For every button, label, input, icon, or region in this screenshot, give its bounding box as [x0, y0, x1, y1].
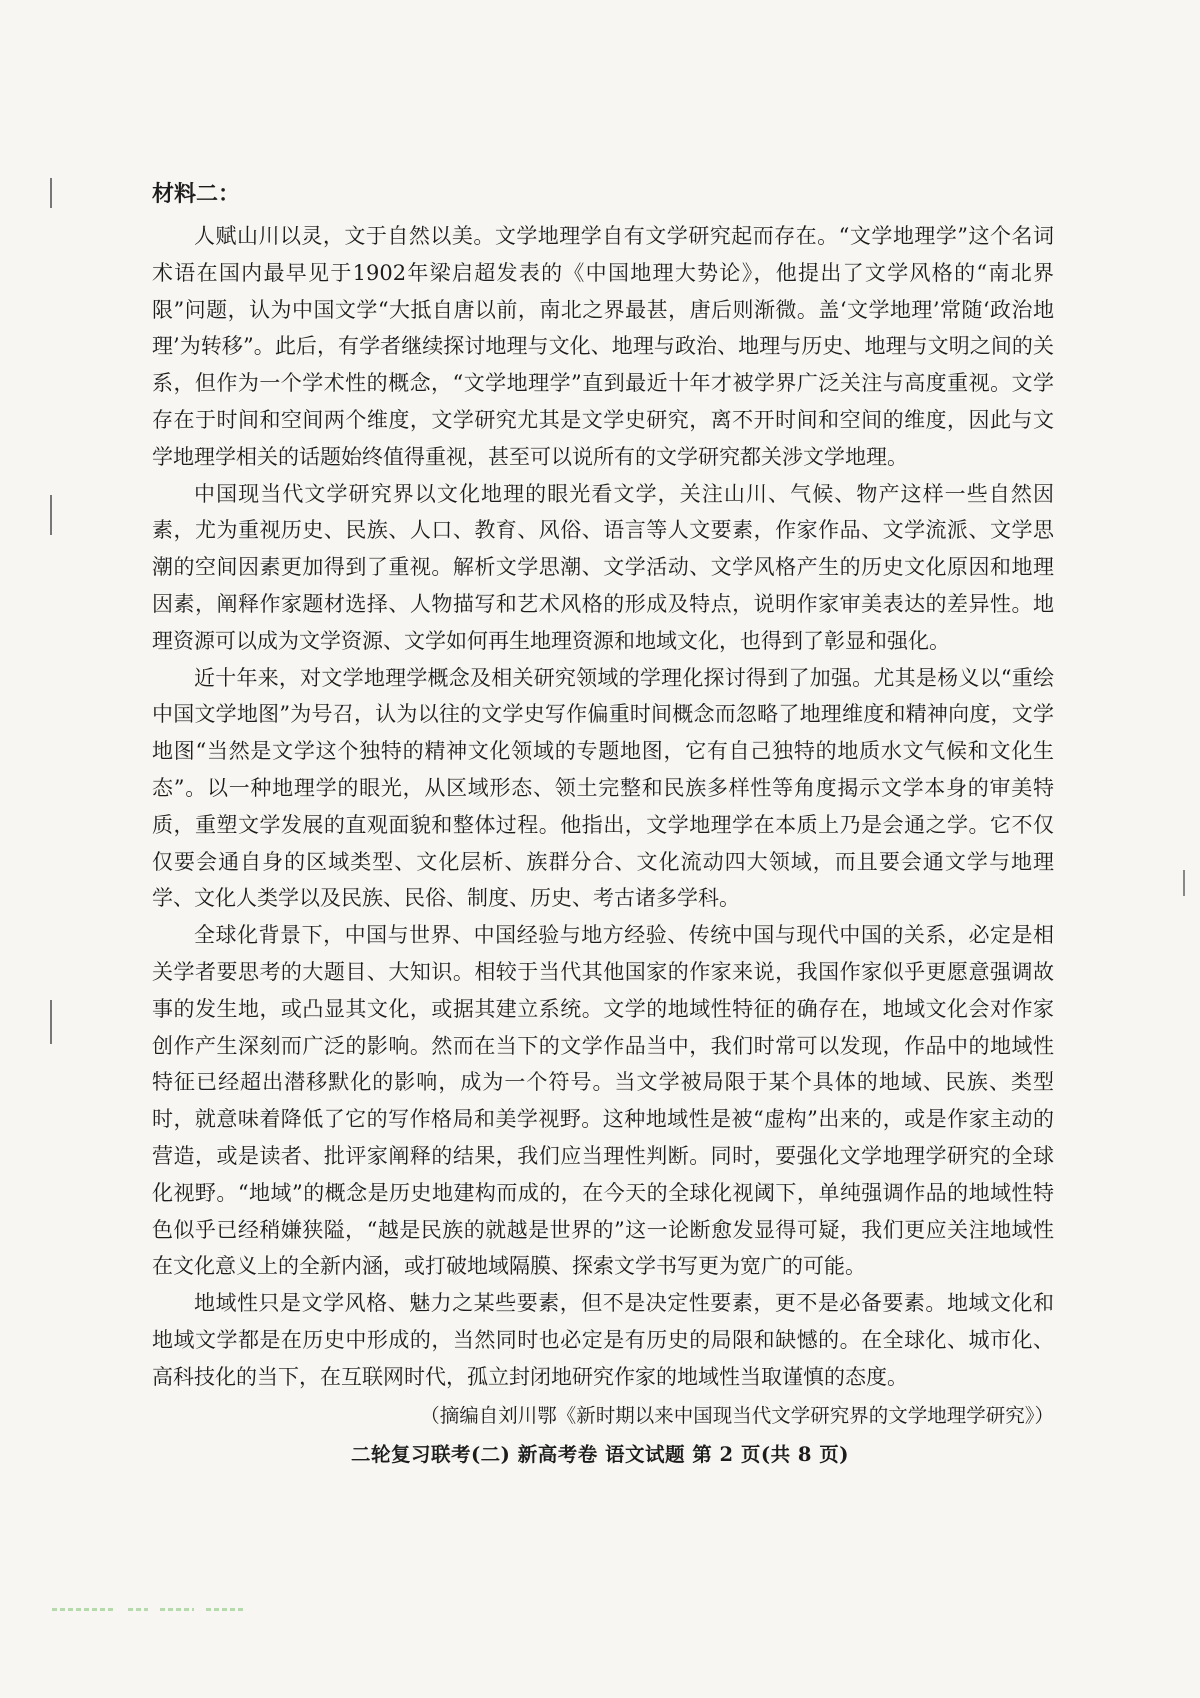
paragraph: 地域性只是文学风格、魅力之某些要素，但不是决定性要素，更不是必备要素。地域文化和地域文学都是在历史中形成的，当然同时也必定是有历史的局限和缺憾的。在全球化、城市化、高科技化的当下，在互联网时代，孤立封闭地研究作家的地域性当取谨慎的态度。 [152, 1291, 1054, 1389]
scan-artifact [52, 1608, 114, 1611]
binding-margin-mark [50, 495, 52, 535]
binding-margin-mark [50, 1000, 52, 1044]
binding-margin-mark [1183, 870, 1185, 896]
scan-artifact [206, 1608, 244, 1611]
scan-artifact [160, 1608, 194, 1611]
paragraph: 近十年来，对文学地理学概念及相关研究领域的学理化探讨得到了加强。尤其是杨义以“重绘中国文学地图”为号召，认为以往的文学史写作偏重时间概念而忽略了地理维度和精神向度，文学地图“当然是文学这个独特的精神文化领域的专题地图，它有自己独特的地质水文气候和文化生态”。以一种地理学的眼光，从区域形态、领土完整和民族多样性等角度揭示文学本身的审美特质，重塑文学发展的直观面貌和整体过程。他指出，文学地理学在本质上乃是会通之学。它不仅仅要会通自身的区域类型、文化层析、族群分合、文化流动四大领域，而且要会通文学与地理学、文化人类学以及民族、民俗、制度、历史、考古诸多学科。 [152, 665, 1054, 911]
page-footer: 二轮复习联考(二) 新高考卷 语文试题 第 2 页(共 8 页) [350, 1443, 850, 1466]
paragraph: 全球化背景下，中国与世界、中国经验与地方经验、传统中国与现代中国的关系，必定是相关学者要思考的大题目、大知识。相较于当代其他国家的作家来说，我国作家似乎更愿意强调故事的发生地，或凸显其文化，或据其建立系统。文学的地域性特征的确存在，地域文化会对作家创作产生深刻而广泛的影响。然而在当下的文学作品当中，我们时常可以发现，作品中的地域性特征已经超出潜移默化的影响，成为一个符号。当文学被局限于某个具体的地域、民族、类型时，就意味着降低了它的写作格局和美学视野。这种地域性是被“虚构”出来的，或是作家主动的营造，或是读者、批评家阐释的结果，我们应当理性判断。同时，要强化文学地理学研究的全球化视野。“地域”的概念是历史地建构而成的，在今天的全球化视阈下，单纯强调作品的地域性特色似乎已经稍嫌狭隘，“越是民族的就越是世界的”这一论断愈发显得可疑，我们更应关注地域性在文化意义上的全新内涵，或打破地域隔膜、探索文学书写更为宽广的可能。 [152, 923, 1054, 1279]
binding-margin-mark [50, 178, 52, 208]
section-heading: 材料二： [152, 181, 241, 207]
paragraph: 中国现当代文学研究界以文化地理的眼光看文学，关注山川、气候、物产这样一些自然因素，尤为重视历史、民族、人口、教育、风俗、语言等人文要素，作家作品、文学流派、文学思潮的空间因素更加得到了重视。解析文学思潮、文学活动、文学风格产生的历史文化原因和地理因素，阐释作家题材选择、人物描写和艺术风格的形成及特点，说明作家审美表达的差异性。地理资源可以成为文学资源、文学如何再生地理资源和地域文化，也得到了彰显和强化。 [152, 481, 1054, 653]
paragraph: 人赋山川以灵，文于自然以美。文学地理学自有文学研究起而存在。“文学地理学”这个名词术语在国内最早见于1902年梁启超发表的《中国地理大势论》，他提出了文学风格的“南北界限”问题，认为中国文学“大抵自唐以前，南北之界最甚，唐后则渐微。盖‘文学地理’常随‘政治地理’为转移”。此后，有学者继续探讨地理与文化、地理与政治、地理与历史、地理与文明之间的关系，但作为一个学术性的概念，“文学地理学”直到最近十年才被学界广泛关注与高度重视。文学存在于时间和空间两个维度，文学研究尤其是文学史研究，离不开时间和空间的维度，因此与文学地理学相关的话题始终值得重视，甚至可以说所有的文学研究都关涉文学地理。 [152, 224, 1054, 469]
scan-artifact [128, 1608, 148, 1611]
passage [152, 176, 1054, 1434]
source-citation: （摘编自刘川鄂《新时期以来中国现当代文学研究界的文学地理学研究》） [420, 1403, 1054, 1427]
